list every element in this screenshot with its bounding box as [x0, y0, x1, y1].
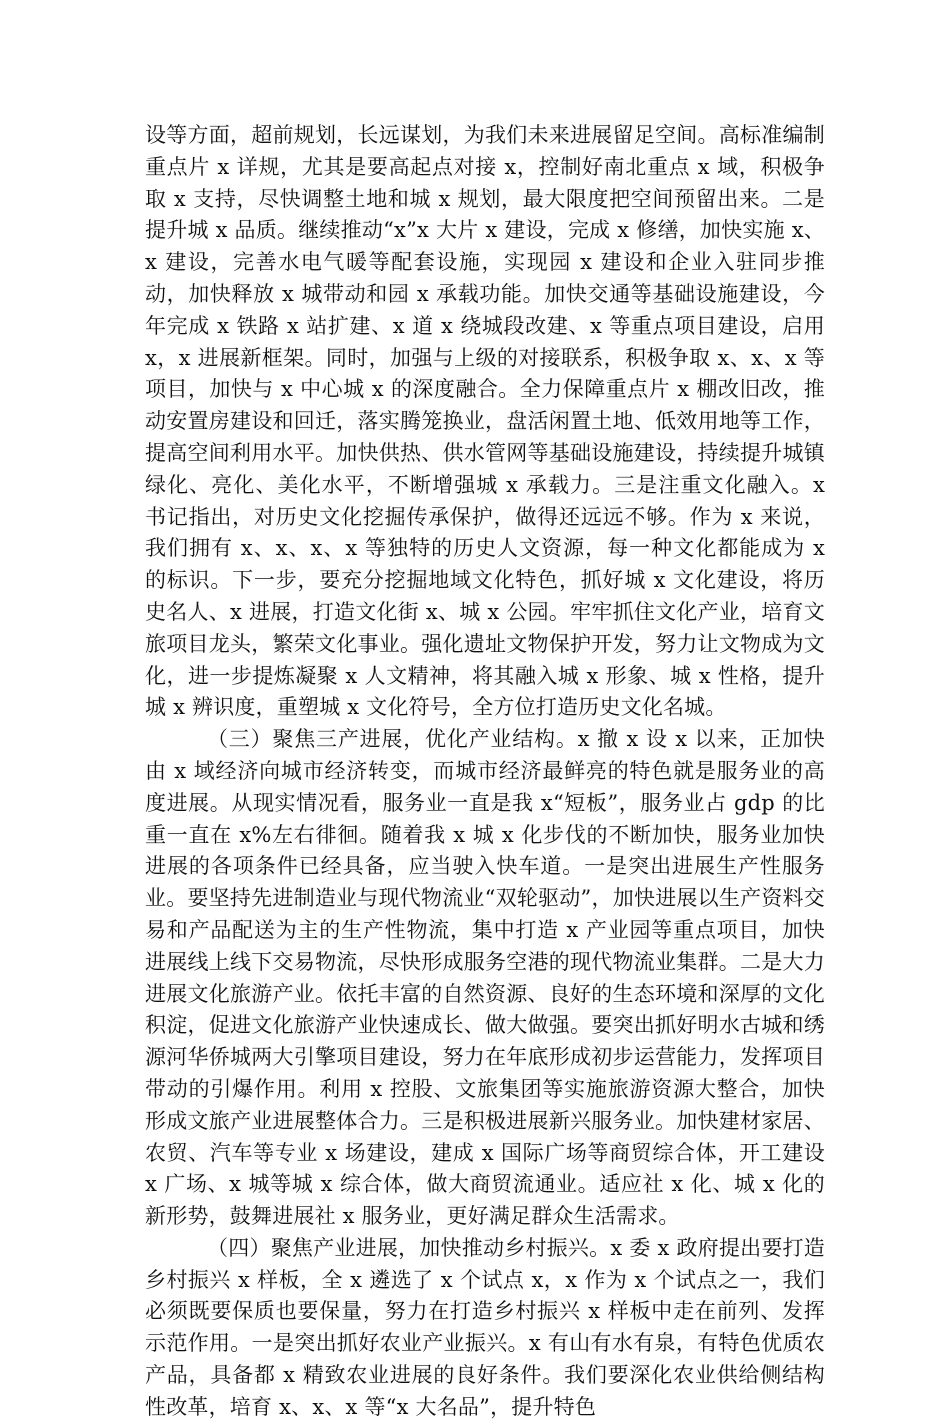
document-page — [145, 120, 825, 1424]
paragraph-urban-planning: 设等方面，超前规划，长远谋划，为我们未来进展留足空间。高标准编制重点片 x 详规，尤其是要高起点对接 x，控制好南北重点 x 域，积极争取 x 支持，尽快调整土地和城 x 规划，最大限度把空间预留出来。二是提升城 x 品质。继续推动“x”x 大片 x 建设，完成 x 修缮，加快实施 x、x 建设，完善水电气暖等配套设施，实现园 x 建设和企业入驻同步推动，加快释放 x 城带动和园 x 承载功能。加快交通等基础设施建设，今年完成 x 铁路 x 站扩建、x 道 x 绕城段改建、x 等重点项目建设，启用 x，x 进展新框架。同时，加强与上级的对接联系，积极争取 x、x、x 等项目，加快与 x 中心城 x 的深度融合。全力保障重点片 x 棚改旧改，推动安置房建设和回迁，落实腾笼换业，盘活闲置土地、低效用地等工作，提高空间利用水平。加快供热、供水管网等基础设施建设，持续提升城镇绿化、亮化、美化水平，不断增强城 x 承载力。三是注重文化融入。x 书记指出，对历史文化挖掘传承保护，做得还远远不够。作为 x 来说，我们拥有 x、x、x、x 等独特的历史人文资源，每一种文化都能成为 x 的标识。下一步，要充分挖掘地域文化特色，抓好城 x 文化建设，将历史名人、x 进展，打造文化街 x、城 x 公园。牢牢抓住文化产业，培育文旅项目龙头，繁荣文化事业。强化遗址文物保护开发，努力让文物成为文化，进一步提炼凝聚 x 人文精神，将其融入城 x 形象、城 x 性格，提升城 x 辨识度，重塑城 x 文化符号，全方位打造历史文化名城。 — [145, 123, 825, 720]
paragraph-tertiary-industry: （三）聚焦三产进展，优化产业结构。x 撤 x 设 x 以来，正加快由 x 域经济向城市经济转变，而城市经济最鲜亮的特色就是服务业的高度进展。从现实情况看，服务业一直是我 x“短板”，服务业占 gdp 的比重一直在 x%左右徘徊。随着我 x 城 x 化步伐的不断加快，服务业加快进展的各项条件已经具备，应当驶入快车道。一是突出进展生产性服务业。要坚持先进制造业与现代物流业“双轮驱动”，加快进展以生产资料交易和产品配送为主的生产性物流，集中打造 x 产业园等重点项目，加快进展线上线下交易物流，尽快形成服务空港的现代物流业集群。二是大力进展文化旅游产业。依托丰富的自然资源、良好的生态环境和深厚的文化积淀，促进文化旅游产业快速成长、做大做强。要突出抓好明水古城和绣源河华侨城两大引擎项目建设，努力在年底形成初步运营能力，发挥项目带动的引爆作用。利用 x 控股、文旅集团等实施旅游资源大整合，加快形成文旅产业进展整体合力。三是积极进展新兴服务业。加快建材家居、农贸、汽车等专业 x 场建设，建成 x 国际广场等商贸综合体，开工建设 x 广场、x 城等城 x 综合体，做大商贸流通业。适应社 x 化、城 x 化的新形势，鼓舞进展社 x 服务业，更好满足群众生活需求。 — [145, 727, 825, 1229]
paragraph-rural-revitalization: （四）聚焦产业进展，加快推动乡村振兴。x 委 x 政府提出要打造乡村振兴 x 样板，全 x 遴选了 x 个试点 x，x 作为 x 个试点之一，我们必须既要保质也要保量，努力在打造乡村振兴 x 样板中走在前列、发挥示范作用。一是突出抓好农业产业振兴。x 有山有水有泉，有特色优质农产品，具备都 x 精致农业进展的良好条件。我们要深化农业供给侧结构性改革，培育 x、x、x 等“x 大名品”，提升特色 — [145, 1235, 825, 1419]
